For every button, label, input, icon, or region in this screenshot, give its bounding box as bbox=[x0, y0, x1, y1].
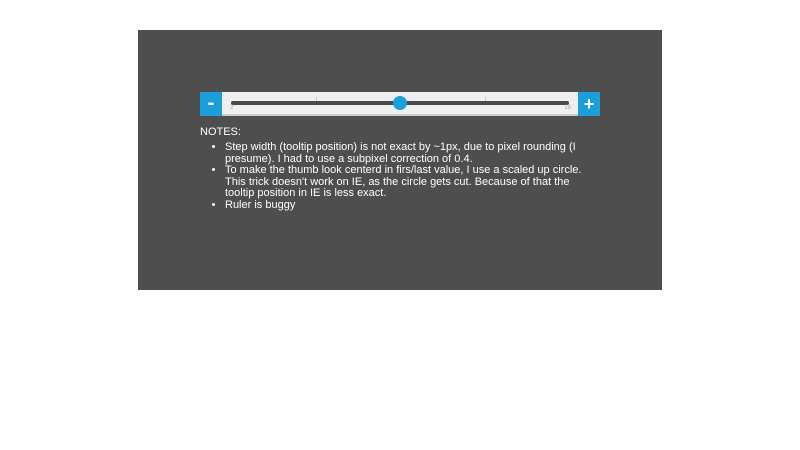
slider-track-container[interactable] bbox=[222, 92, 578, 116]
decrement-button[interactable]: - bbox=[200, 92, 222, 116]
increment-button[interactable]: + bbox=[578, 92, 600, 116]
slider-min-label: 2 bbox=[230, 105, 234, 111]
note-item: • To make the thumb look centerd in firs/last value, I use a scaled up circle. This trick doesn't work on IE, as the circle gets cut. Because of that the tooltip position in IE is less exact. bbox=[225, 165, 600, 200]
range-slider bbox=[200, 92, 600, 116]
note-item: • Ruler is buggy bbox=[225, 200, 600, 212]
notes-list bbox=[200, 142, 600, 211]
slider-thumb[interactable] bbox=[393, 96, 407, 110]
notes-heading: NOTES: bbox=[200, 126, 241, 138]
note-item: • Step width (tooltip position) is not exact by ~1px, due to pixel rounding (I presume). I had to use a subpixel correction of 0.4. bbox=[225, 142, 600, 165]
slider-max-label: 18 bbox=[564, 105, 571, 111]
demo-panel bbox=[138, 30, 662, 290]
